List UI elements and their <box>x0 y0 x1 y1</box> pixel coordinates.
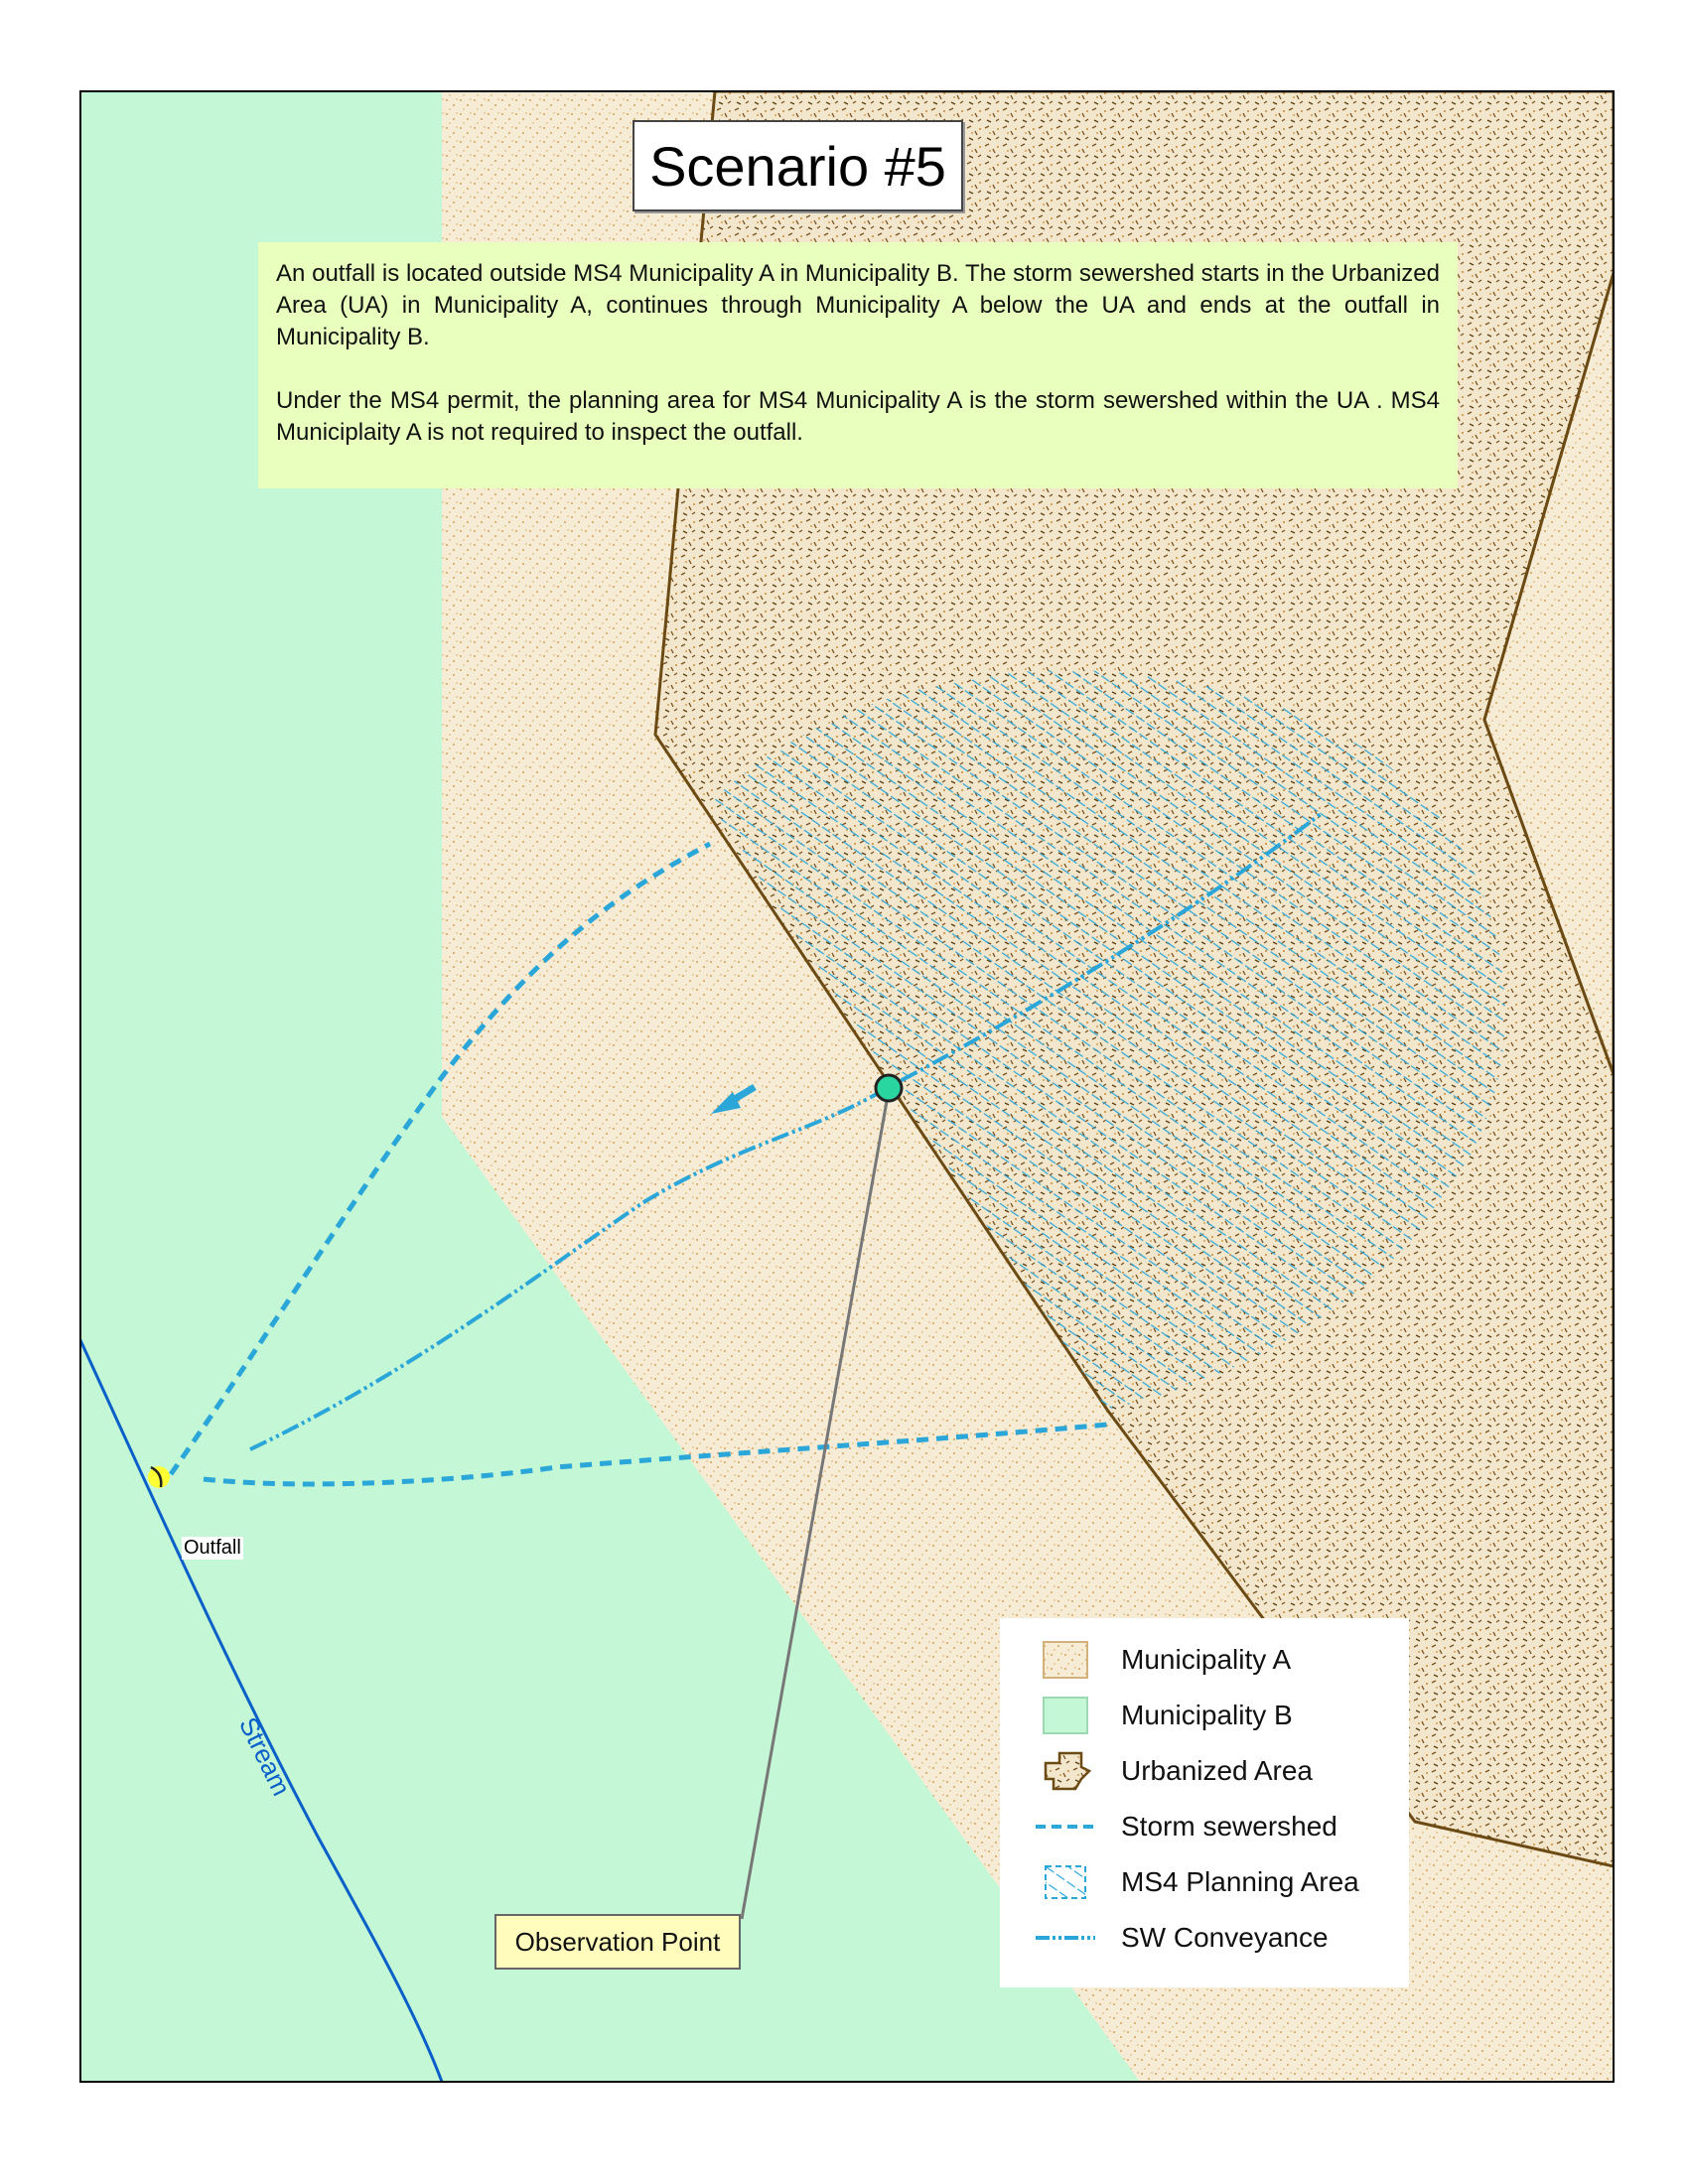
municipality-b-swatch <box>1036 1694 1095 1737</box>
description-paragraph-2: Under the MS4 permit, the planning area for MS4 Municipality A is the storm sewershed within the UA . MS4 Municiplaity A is not required to inspect the outfall. <box>276 387 1440 446</box>
legend-label: Municipality A <box>1121 1644 1292 1675</box>
municipality-a-swatch <box>1036 1638 1095 1682</box>
legend-label: Urbanized Area <box>1121 1755 1314 1786</box>
observation-point-marker[interactable] <box>876 1075 902 1101</box>
legend-item-storm-sewershed <box>1036 1799 1409 1854</box>
outfall-label: Outfall <box>184 1537 241 1559</box>
map-legend <box>1000 1618 1409 1987</box>
legend-label: Municipality B <box>1121 1700 1293 1730</box>
legend-item-urbanized-area <box>1036 1743 1409 1799</box>
legend-item-municipality-b <box>1036 1688 1409 1743</box>
description-paragraph-1: An outfall is located outside MS4 Municipality A in Municipality B. The storm sewershed starts in the Urbanized Area (UA) in Municipality A, continues through Municipality A below the UA and ends at the outfall in Municipality B. <box>276 260 1440 350</box>
legend-label: Storm sewershed <box>1121 1811 1337 1842</box>
observation-point-label: Observation Point <box>494 1914 741 1970</box>
outfall-marker[interactable] <box>148 1466 170 1488</box>
description-box <box>258 242 1458 488</box>
storm-sewershed-line <box>1036 1805 1095 1848</box>
map-title: Scenario #5 <box>633 120 963 211</box>
legend-label: MS4 Planning Area <box>1121 1866 1359 1897</box>
legend-item-sw-conveyance <box>1036 1910 1409 1966</box>
legend-item-municipality-a <box>1036 1632 1409 1688</box>
stream-label: Stream <box>233 1712 297 1801</box>
sw-conveyance-line-swatch <box>1036 1916 1095 1960</box>
planning-area-swatch <box>1036 1860 1095 1904</box>
urbanized-area-swatch <box>1036 1749 1095 1793</box>
legend-item-planning-area <box>1036 1854 1409 1910</box>
legend-label: SW Conveyance <box>1121 1922 1329 1953</box>
